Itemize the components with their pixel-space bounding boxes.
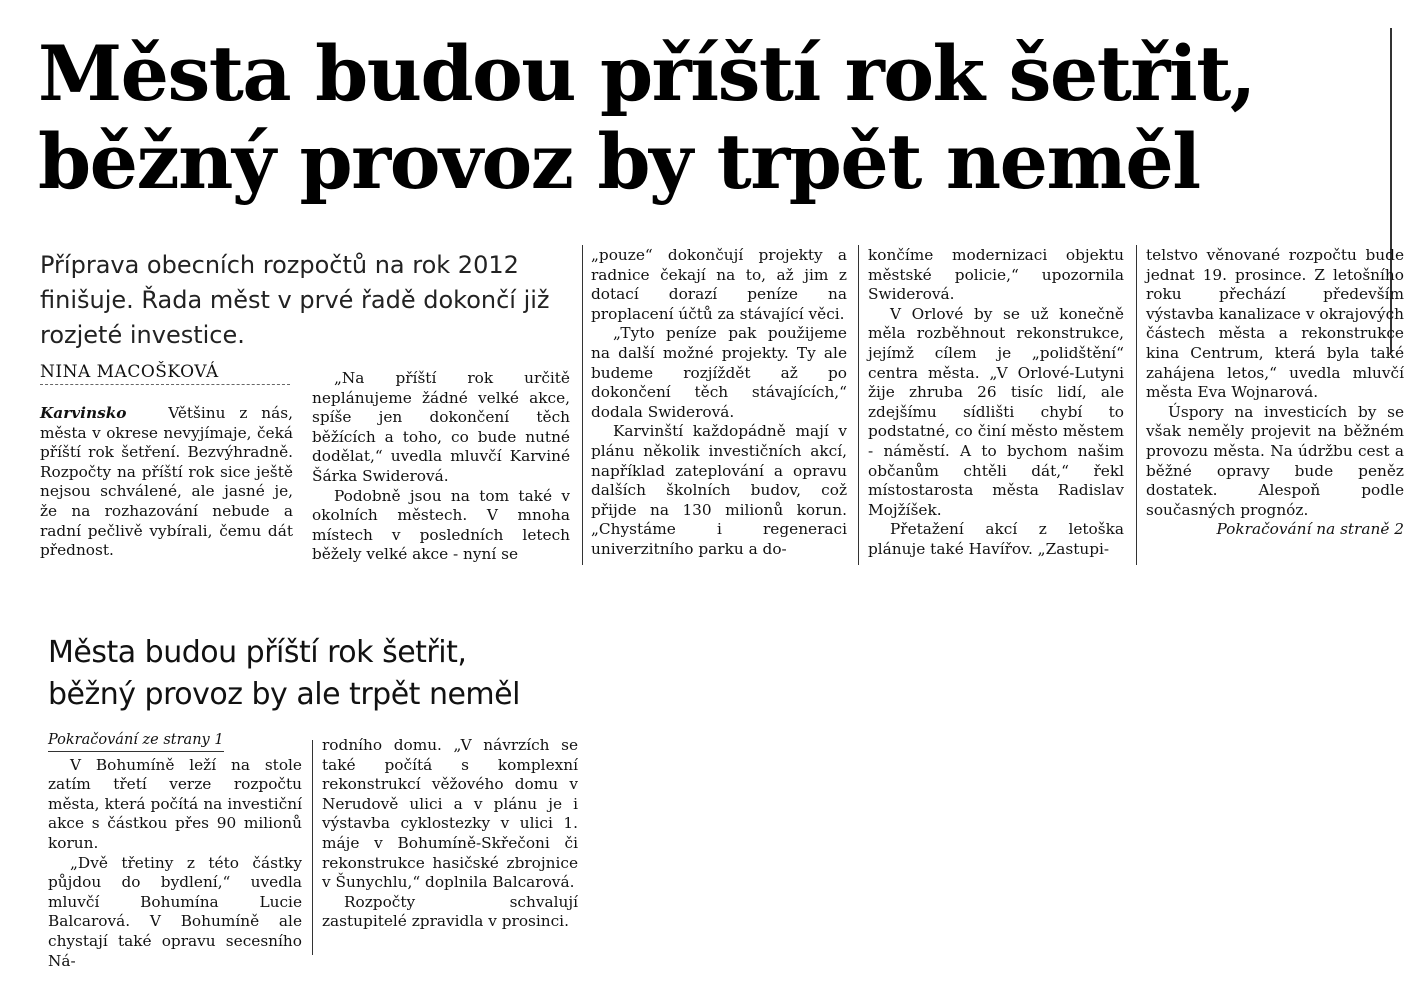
paragraph: V Orlové by se už konečně měla rozběhnout rekonstrukce, jejímž cílem je „polidštění“ centra města. „V Orlové-Lutyni žije zhruba 26 tisíc lidí, ale zdejšímu sídlišti chybí to podstatné, co činí město městem - náměstí. A to bychom našim občanům chtěli dát,“ řekl místostarosta města Radislav Mojžíšek. <box>868 304 1124 519</box>
paragraph: Karvinští každopádně mají v plánu několik investičních akcí, například zateplování a opravu dalších školních budov, což přijde na 130 milionů korun. „Chystáme i regeneraci univerzitního parku a do- <box>591 422 847 558</box>
continued-from: Pokračování ze strany 1 <box>48 731 224 752</box>
continued-from-wrapper <box>48 730 302 754</box>
paragraph: končíme modernizaci objektu městské policie,“ upozornila Swiderová. <box>868 246 1124 304</box>
paragraph: „pouze“ dokončují projekty a radnice čekají na to, až jim z dotací dorazí peníze na proplacení účtů za stávající věci. <box>591 246 847 323</box>
headline-line-1: Města budou příští rok šetřit, <box>38 29 1255 118</box>
column-rule <box>582 245 583 565</box>
article-perex: Příprava obecních rozpočtů na rok 2012 finišuje. Řada měst v prvé řadě dokončí již rozjeté investice. <box>40 251 550 349</box>
article-column-5 <box>1146 246 1404 540</box>
article-column-2 <box>312 369 570 565</box>
paragraph: V Bohumíně leží na stole zatím třetí verze rozpočtu města, která počítá na investiční akce s částkou přes 90 milionů korun. <box>48 755 302 852</box>
byline: NINA MACOŠKOVÁ <box>40 362 290 385</box>
paragraph: Úspory na investicích by se však neměly projevit na běžném provozu města. Na údržbu cest a běžné opravy bude peněz dostatek. Alespoň podle současných prognóz. <box>1146 402 1404 519</box>
paragraph: Podobně jsou na tom také v okolních městech. V mnoha místech v posledních letech běžely velké akce - nyní se <box>312 486 570 564</box>
continuation-headline <box>48 632 608 716</box>
continuation-column-2 <box>322 736 578 932</box>
dateline-place: Karvinsko <box>40 404 127 422</box>
continuation-column-1 <box>48 730 302 971</box>
paragraph: „Dvě třetiny z této částky půjdou do bydlení,“ uvedla mluvčí Bohumína Lucie Balcarová. V Bohumíně ale chystají také opravu secesního Ná- <box>48 853 302 970</box>
column-1-paragraph <box>40 404 293 561</box>
article-headline <box>38 30 1398 206</box>
headline-line-2: běžný provoz by trpět neměl <box>38 117 1200 206</box>
continued-on-page: Pokračování na straně 2 <box>1216 520 1404 539</box>
article-column-1 <box>40 404 293 561</box>
column-rule <box>858 245 859 565</box>
article-column-4 <box>868 246 1124 560</box>
continuation-headline-line-1: Města budou příští rok šetřit, <box>48 635 467 670</box>
paragraph: „Na příští rok určitě neplánujeme žádné velké akce, spíše jen dokončení těch běžících a toho, co bude nutné dodělat,“ uvedla mluvčí Karviné Šárka Swiderová. <box>312 369 570 485</box>
column-rule <box>1136 245 1137 565</box>
paragraph: „Tyto peníze pak použijeme na další možné projekty. Ty ale budeme rozjíždět až po dokončení těch stávajících,“ dodala Swiderová. <box>591 324 847 421</box>
paragraph: telstvo věnované rozpočtu bude jednat 19. prosince. Z letošního roku přechází především výstavba kanalizace v okrajových částech města a rekonstrukce kina Centrum, která byla také zahájena letos,“ uvedla mluvčí města Eva Wojnarová. <box>1146 246 1404 402</box>
paragraph: rodního domu. „V návrzích se také počítá s komplexní rekonstrukcí věžového domu v Nerudově ulici a v plánu je i výstavba cyklostezky v ulici 1. máje v Bohumíně-Skřečoni či rekonstrukce hasičské zbrojnice v Šunychlu,“ doplnila Balcarová. <box>322 736 578 892</box>
column-rule <box>312 740 313 955</box>
paragraph: Přetažení akcí z letoška plánuje také Havířov. „Zastupi- <box>868 520 1124 558</box>
paragraph: Rozpočty schvalují zastupitelé zpravidla v prosinci. <box>322 892 578 931</box>
column-1-text: Většinu z nás, města v okrese nevyjímaje, čeká příští rok šetření. Bezvýhradně. Rozpočty na příští rok sice ještě nejsou schválené, ale jasné je, že na rozhazování nebude a radní pečlivě vybírali, čemu dát přednost. <box>40 404 293 560</box>
article-column-3 <box>591 246 847 560</box>
continuation-headline-line-2: běžný provoz by ale trpět neměl <box>48 677 520 712</box>
